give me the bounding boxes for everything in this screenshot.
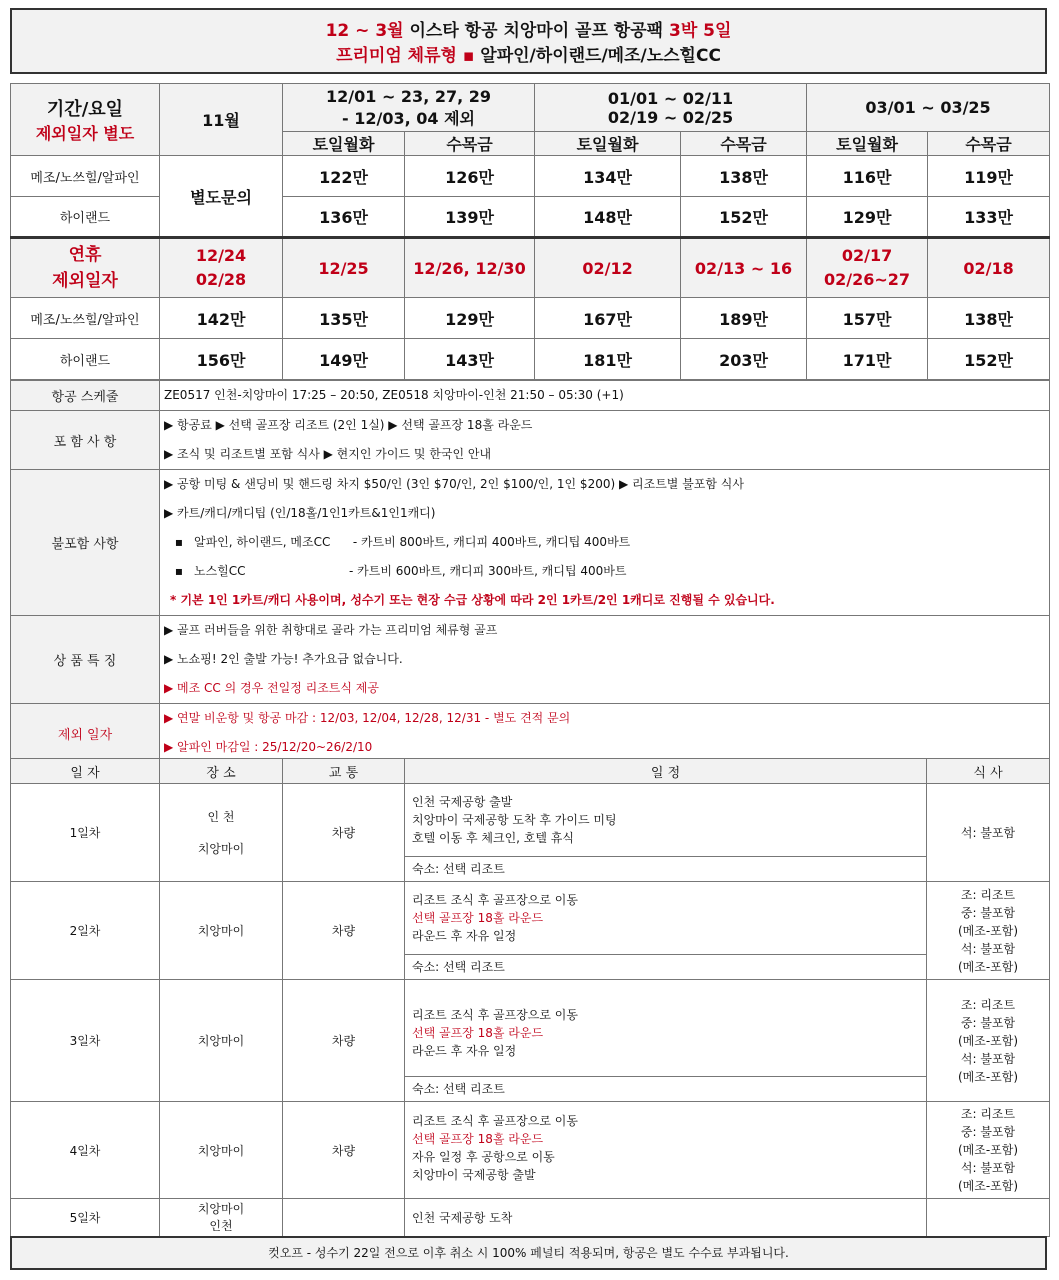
holiday-date-cell: 02/17 02/26~27 xyxy=(807,238,928,298)
place-cell: 치앙마이 xyxy=(160,980,283,1102)
included-row xyxy=(11,411,1050,470)
flight-row xyxy=(11,381,1050,411)
holiday-date-cell: 12/25 xyxy=(283,238,405,298)
col-header: 일 정 xyxy=(405,759,927,784)
meal-cell: 조: 리조트 중: 불포함 (메조-포함) 석: 불포함 (메조-포함) xyxy=(927,1102,1050,1199)
day-row xyxy=(11,784,1050,882)
price-cell: 152만 xyxy=(928,339,1050,380)
price-cell: 139만 xyxy=(405,197,535,238)
price-cell: 157만 xyxy=(807,298,928,339)
nov-price-cell: 별도문의 xyxy=(160,156,283,238)
excluded-dates-label: 제외 일자 xyxy=(11,704,160,763)
holiday-label-cell: 연휴 제외일자 xyxy=(11,238,160,298)
meal-cell: 조: 리조트 중: 불포함 (메조-포함) 석: 불포함 (메조-포함) xyxy=(927,882,1050,980)
included-label: 포 함 사 항 xyxy=(11,411,160,470)
price-cell: 133만 xyxy=(928,197,1050,238)
excluded-dates-row xyxy=(11,704,1050,763)
month-nov-cell: 11월 xyxy=(160,84,283,156)
cutoff-footer: 컷오프 - 성수기 22일 전으로 이후 취소 시 100% 페널티 적용되며, 항공은 별도 수수료 부과됩니다. xyxy=(10,1236,1047,1270)
col-header: 일 자 xyxy=(11,759,160,784)
stay-label: 숙소: 선택 리조트 xyxy=(405,856,926,881)
title-banner xyxy=(10,8,1047,74)
row-label: 하이랜드 xyxy=(11,339,160,380)
row-label: 하이랜드 xyxy=(11,197,160,238)
schedule-cell: 리조트 조식 후 골프장으로 이동 선택 골프장 18홀 라운드 라운드 후 자유 일정 숙소: 선택 리조트 xyxy=(405,882,927,980)
meal-cell: 조: 리조트 중: 불포함 (메조-포함) 석: 불포함 (메조-포함) xyxy=(927,980,1050,1102)
features-label: 상 품 특 징 xyxy=(11,616,160,704)
price-cell: 189만 xyxy=(681,298,807,339)
day-row xyxy=(11,882,1050,980)
holiday-date-cell: 02/18 xyxy=(928,238,1050,298)
price-header-row xyxy=(11,84,1050,132)
transport-cell: 차량 xyxy=(283,1102,405,1199)
day-cell: 3일차 xyxy=(11,980,160,1102)
price-cell: 136만 xyxy=(283,197,405,238)
price-cell: 149만 xyxy=(283,339,405,380)
day-cell: 2일차 xyxy=(11,882,160,980)
price-cell: 156만 xyxy=(160,339,283,380)
day-group-cell: 토일월화 xyxy=(807,132,928,156)
schedule-cell: 리조트 조식 후 골프장으로 이동 선택 골프장 18홀 라운드 라운드 후 자유 일정 숙소: 선택 리조트 xyxy=(405,980,927,1102)
price-cell: 126만 xyxy=(405,156,535,197)
transport-cell: 차량 xyxy=(283,882,405,980)
schedule-cell: 인천 국제공항 출발 치앙마이 국제공항 도착 후 가이드 미팅 호텔 이동 후 체크인, 호텔 휴식 숙소: 선택 리조트 xyxy=(405,784,927,882)
day-row xyxy=(11,980,1050,1102)
period-jan-feb-cell: 01/01 ~ 02/11 02/19 ~ 02/25 xyxy=(535,84,807,132)
day-cell: 5일차 xyxy=(11,1199,160,1237)
excluded-dates-value: ▶ 연말 비운항 및 항공 마감 : 12/03, 12/04, 12/28, 12/31 - 별도 견적 문의 ▶ 알파인 마감일 : 25/12/20~26/2/10 xyxy=(160,704,1050,763)
meal-cell xyxy=(927,1199,1050,1237)
price-cell: 129만 xyxy=(405,298,535,339)
day-group-cell: 토일월화 xyxy=(535,132,681,156)
price-cell: 116만 xyxy=(807,156,928,197)
excluded-row xyxy=(11,470,1050,616)
place-cell: 치앙마이 xyxy=(160,1102,283,1199)
day-group-cell: 수목금 xyxy=(405,132,535,156)
fee-bullet: ▪ 알파인, 하이랜드, 메조CC - 카트비 800바트, 캐디피 400바트, 캐디팁 400바트 xyxy=(174,535,631,549)
col-header: 식 사 xyxy=(927,759,1050,784)
price-cell: 142만 xyxy=(160,298,283,339)
features-row xyxy=(11,616,1050,704)
price-cell: 135만 xyxy=(283,298,405,339)
itinerary-table xyxy=(10,758,1050,1237)
price-cell: 148만 xyxy=(535,197,681,238)
stay-label: 숙소: 선택 리조트 xyxy=(405,1076,926,1101)
excluded-label: 불포함 사항 xyxy=(11,470,160,616)
place-cell: 치앙마이 xyxy=(160,882,283,980)
title-line-2: 프리미엄 체류형 ▪ 알파인/하이랜드/메조/노스힐CC xyxy=(336,46,721,66)
col-header: 교 통 xyxy=(283,759,405,784)
meal-cell: 석: 불포함 xyxy=(927,784,1050,882)
place-cell: 인 천 치앙마이 xyxy=(160,784,283,882)
features-value: ▶ 골프 러버들을 위한 취향대로 골라 가는 프리미엄 체류형 골프 ▶ 노쇼핑! 2인 출발 가능! 추가요금 없습니다. ▶ 메조 CC 의 경우 전일정 리조트식 제공 xyxy=(160,616,1050,704)
place-cell: 치앙마이 인천 xyxy=(160,1199,283,1237)
itinerary-header-row xyxy=(11,759,1050,784)
transport-cell xyxy=(283,1199,405,1237)
excluded-value: ▶ 공항 미팅 & 샌딩비 및 핸드링 차지 $50/인 (3인 $70/인, 2인 $100/인, 1인 $200) ▶ 리조트별 불포함 식사 ▶ 카트/캐디/캐디팁 (인/18홀/1인1카트&1인1캐디) ▪ 알파인, 하이랜드, 메조CC - 카트비 800바트, 캐디피 400바트, 캐디팁 400바트 ▪ 노스힐CC - 카트비 600바트, 캐디피 300바트, 캐디팁 400바트 * 기본 1인 1카트/캐디 사용이며, 성수기 또는 현장 수급 상황에 따라 2인 1카트/2인 1캐디로 진행될 수 있습니다. xyxy=(160,470,1050,616)
flight-value: ZE0517 인천-치앙마이 17:25 – 20:50, ZE0518 치앙마이-인천 21:50 – 05:30 (+1) xyxy=(160,381,1050,411)
included-value: ▶ 항공료 ▶ 선택 골프장 리조트 (2인 1실) ▶ 선택 골프장 18홀 라운드 ▶ 조식 및 리조트별 포함 식사 ▶ 현지인 가이드 및 한국인 안내 xyxy=(160,411,1050,470)
stay-label: 숙소: 선택 리조트 xyxy=(405,954,926,979)
day-group-cell: 수목금 xyxy=(681,132,807,156)
price-table xyxy=(10,83,1050,380)
price-cell: 167만 xyxy=(535,298,681,339)
price-cell: 138만 xyxy=(928,298,1050,339)
day-group-cell: 토일월화 xyxy=(283,132,405,156)
period-dec-cell: 12/01 ~ 23, 27, 29 - 12/03, 04 제외 xyxy=(283,84,535,132)
fee-bullet: ▪ 노스힐CC - 카트비 600바트, 캐디피 300바트, 캐디팁 400바트 xyxy=(174,564,627,578)
transport-cell: 차량 xyxy=(283,784,405,882)
price-cell: 181만 xyxy=(535,339,681,380)
transport-cell: 차량 xyxy=(283,980,405,1102)
day-cell: 4일차 xyxy=(11,1102,160,1199)
row-label: 메조/노쓰힐/알파인 xyxy=(11,156,160,197)
price-cell: 143만 xyxy=(405,339,535,380)
price-cell: 134만 xyxy=(535,156,681,197)
price-cell: 129만 xyxy=(807,197,928,238)
info-table xyxy=(10,380,1050,763)
price-cell: 122만 xyxy=(283,156,405,197)
day-row xyxy=(11,1199,1050,1237)
day-cell: 1일차 xyxy=(11,784,160,882)
col-header: 장 소 xyxy=(160,759,283,784)
day-row xyxy=(11,1102,1050,1199)
holiday-date-cell: 12/26, 12/30 xyxy=(405,238,535,298)
holiday-price-row xyxy=(11,339,1050,380)
flight-label: 항공 스케줄 xyxy=(11,381,160,411)
price-cell: 119만 xyxy=(928,156,1050,197)
price-cell: 171만 xyxy=(807,339,928,380)
title-line-1: 12 ~ 3월 이스타 항공 치앙마이 골프 항공팩 3박 5일 xyxy=(325,21,732,41)
period-mar-cell: 03/01 ~ 03/25 xyxy=(807,84,1050,132)
day-group-cell: 수목금 xyxy=(928,132,1050,156)
price-cell: 152만 xyxy=(681,197,807,238)
holiday-date-cell: 12/24 02/28 xyxy=(160,238,283,298)
price-cell: 203만 xyxy=(681,339,807,380)
holiday-date-cell: 02/13 ~ 16 xyxy=(681,238,807,298)
holiday-price-row xyxy=(11,298,1050,339)
holiday-dates-row xyxy=(11,238,1050,298)
holiday-date-cell: 02/12 xyxy=(535,238,681,298)
schedule-cell: 인천 국제공항 도착 xyxy=(405,1199,927,1237)
period-corner-cell: 기간/요일 제외일자 별도 xyxy=(11,84,160,156)
price-row xyxy=(11,156,1050,197)
price-cell: 138만 xyxy=(681,156,807,197)
row-label: 메조/노쓰힐/알파인 xyxy=(11,298,160,339)
schedule-cell: 리조트 조식 후 골프장으로 이동 선택 골프장 18홀 라운드 자유 일정 후 공항으로 이동 치앙마이 국제공항 출발 xyxy=(405,1102,927,1199)
